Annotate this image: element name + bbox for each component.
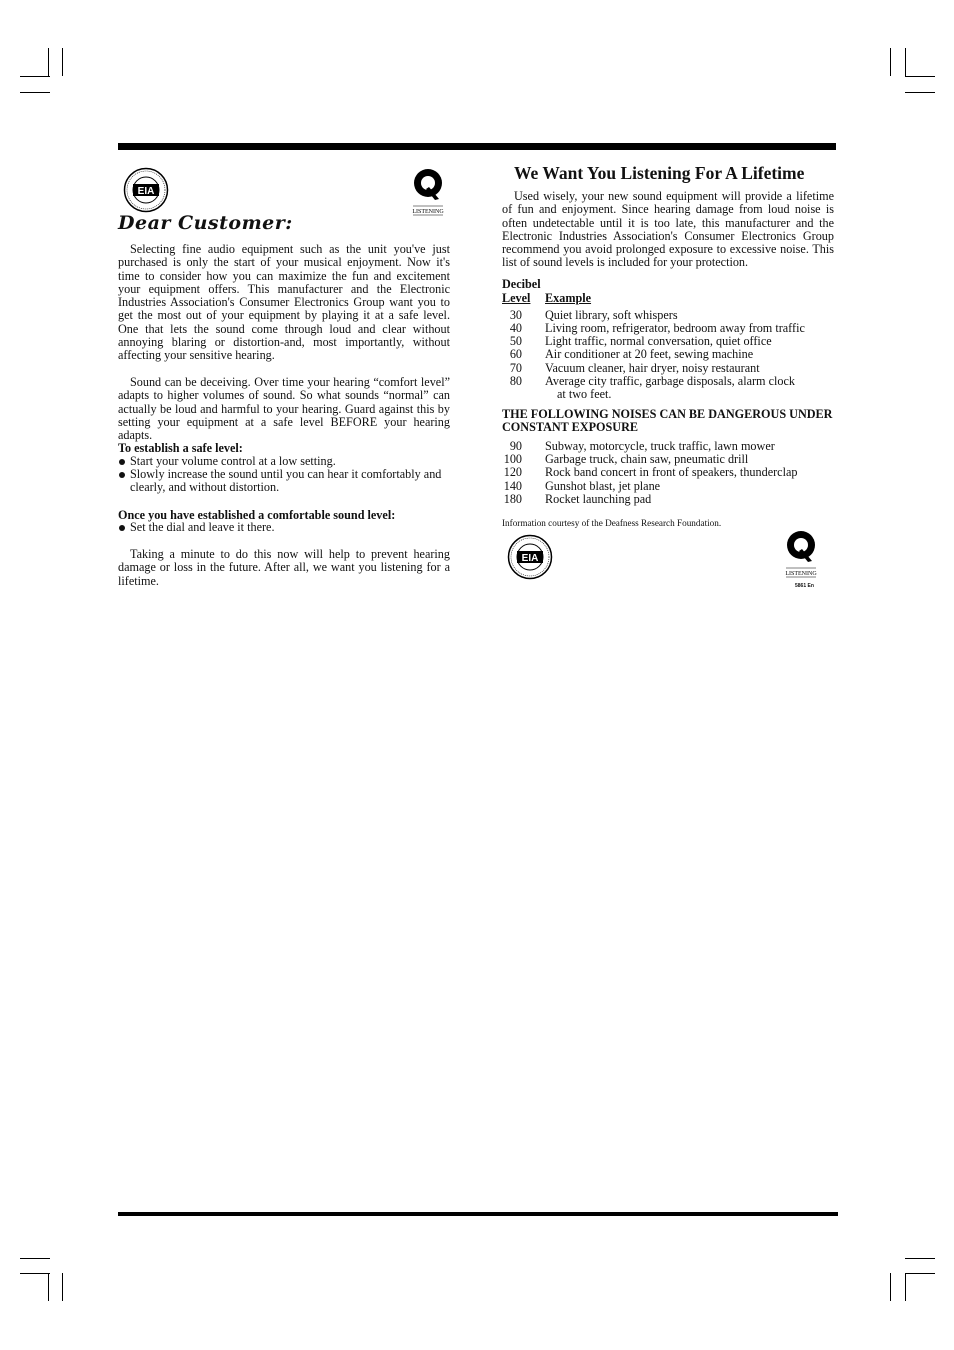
crop-mark bbox=[905, 76, 935, 77]
decibel-header: Decibel bbox=[502, 277, 541, 291]
closing-paragraph: Taking a minute to do this now will help to prevent hearing damage or loss in the future. After all, we want you listening for a lifetime. bbox=[118, 547, 450, 588]
bullet-dot-icon bbox=[119, 525, 125, 531]
crop-mark bbox=[48, 1273, 49, 1301]
safe-bullet: Slowly increase the sound until you can hear it comfortably and clearly, and without distortion. bbox=[118, 468, 450, 495]
crop-mark bbox=[20, 1258, 50, 1259]
crop-mark bbox=[20, 1273, 50, 1274]
bullet-dot-icon bbox=[119, 472, 125, 478]
intro-paragraph: Selecting fine audio equipment such as the unit you've just purchased is only the start of your musical enjoyment. Now it's time to consider how you can maximize the fun and excitement your equipment offers. This manufacturer and the Electronic Industries Association's Consumer Electronics Group want you to get the most out of your equipment by playing it at a safe level. One that lets the sound come through loud and clear without annoying blaring or distortion-and, most importantly, without affecting your sensitive hearing. bbox=[118, 242, 450, 363]
crop-mark bbox=[62, 1273, 63, 1301]
top-rule bbox=[118, 143, 836, 150]
safe-bullet: Start your volume control at a low setting. bbox=[118, 455, 450, 468]
crop-mark bbox=[905, 48, 906, 76]
eia-seal-icon bbox=[507, 534, 553, 580]
crop-mark bbox=[890, 1273, 891, 1301]
danger-warning-heading: THE FOLLOWING NOISES CAN BE DANGEROUS UNDER CONSTANT EXPOSURE bbox=[502, 407, 833, 435]
eia-logo-text: EIA bbox=[521, 553, 539, 564]
crop-mark bbox=[20, 92, 50, 93]
q-listening-logo-icon bbox=[782, 528, 820, 580]
crop-mark bbox=[905, 1258, 935, 1259]
document-code: 5861 En bbox=[795, 583, 814, 589]
level-header: Level bbox=[502, 291, 531, 305]
lifetime-intro: Used wisely, your new sound equipment will provide a lifetime of fun and enjoyment. Since hearing damage from loud noise is often undetectable until it is too late, this manufacturer and the Electronic Industries Association's Consumer Electronics Group recommend you avoid prolonged exposure to excessive noise. This list of sound levels is included for your protection. bbox=[502, 189, 834, 270]
crop-mark bbox=[62, 48, 63, 76]
q-listening-logo-icon bbox=[409, 166, 447, 218]
crop-mark bbox=[905, 1273, 935, 1274]
bullet-dot-icon bbox=[119, 459, 125, 465]
comfort-bullet: Set the dial and leave it there. bbox=[118, 521, 450, 534]
crop-mark bbox=[890, 48, 891, 76]
crop-mark bbox=[20, 76, 50, 77]
dear-customer-heading: Dear Customer: bbox=[118, 212, 293, 234]
lifetime-title: We Want You Listening For A Lifetime bbox=[514, 163, 805, 183]
crop-mark bbox=[905, 1273, 906, 1301]
safe-level-heading: To establish a safe level: bbox=[118, 441, 243, 455]
q-logo-caption: LISTENING bbox=[412, 209, 444, 215]
crop-mark bbox=[905, 92, 935, 93]
crop-mark bbox=[48, 48, 49, 76]
comfort-paragraph: Sound can be deceiving. Over time your hearing “comfort level” adapts to higher volumes of sound. So what sounds “normal” can actually be loud and harmful to your hearing. Guard against this by setting your equipment at a safe level BEFORE your hearing adapts. bbox=[118, 375, 450, 443]
q-logo-caption: LISTENING bbox=[785, 571, 817, 577]
eia-seal-icon bbox=[123, 167, 169, 213]
comfortable-level-heading: Once you have established a comfortable sound level: bbox=[118, 508, 396, 522]
example-header: Example bbox=[545, 291, 592, 305]
bottom-rule bbox=[118, 1212, 838, 1216]
eia-logo-text: EIA bbox=[137, 186, 155, 197]
source-credit: Information courtesy of the Deafness Research Foundation. bbox=[502, 518, 722, 528]
